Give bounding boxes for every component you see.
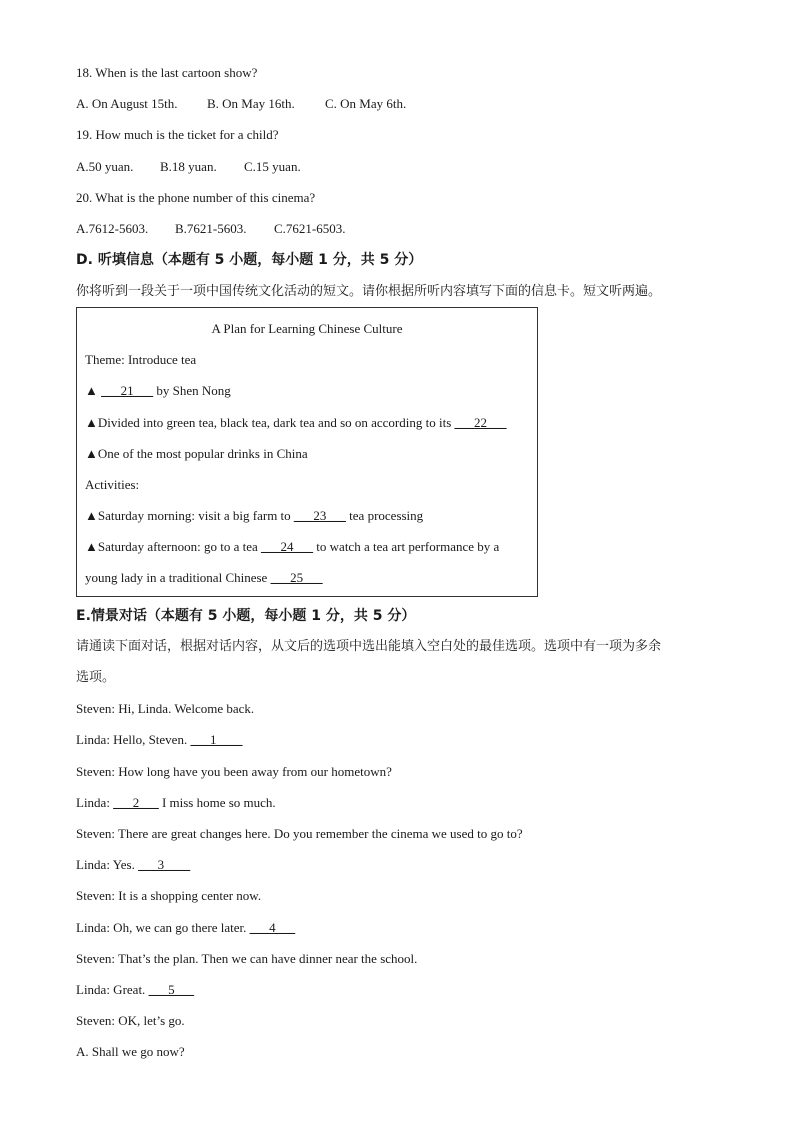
section-e-instruction: 请通读下面对话，根据对话内容，从文后的选项中选出能填入空白处的最佳选项。选项中有一项为多余 bbox=[76, 639, 662, 654]
blank-21: ___21___ bbox=[101, 383, 154, 398]
dialogue-line: Steven: There are great changes here. Do you remember the cinema we used to go to? bbox=[76, 826, 523, 841]
dialogue-text-after: I miss home so much. bbox=[158, 795, 276, 810]
line-prefix: young lady in a traditional Chinese bbox=[85, 570, 271, 585]
blank-5: ___5___ bbox=[148, 982, 195, 997]
line-prefix: ▲Saturday morning: visit a big farm to bbox=[85, 508, 294, 523]
dialogue-text: Linda: Yes. bbox=[76, 857, 139, 872]
question-19: 19. How much is the ticket for a child? bbox=[76, 127, 279, 142]
info-card-theme: Theme: Introduce tea bbox=[85, 352, 197, 367]
blank-2: ___2___ bbox=[113, 795, 159, 810]
option-c: C.7621-6503. bbox=[274, 221, 346, 236]
question-18-options bbox=[76, 96, 406, 112]
section-e-instruction-cont: 选项。 bbox=[76, 670, 116, 685]
line-suffix: tea processing bbox=[345, 508, 424, 523]
dialogue-line bbox=[76, 920, 295, 936]
dialogue-line: Steven: That’s the plan. Then we can have dinner near the school. bbox=[76, 951, 418, 966]
info-card-title: A Plan for Learning Chinese Culture bbox=[211, 321, 403, 336]
blank-3: ___3____ bbox=[138, 857, 191, 872]
blank-4: ___4___ bbox=[249, 920, 296, 935]
info-card-line-24 bbox=[85, 539, 499, 555]
option-a: A.7612-5603. bbox=[76, 221, 149, 236]
info-card-activities: Activities: bbox=[85, 477, 140, 492]
dialogue-line: Steven: Hi, Linda. Welcome back. bbox=[76, 701, 255, 716]
blank-25: ___25___ bbox=[270, 570, 323, 585]
blank-1: ___1____ bbox=[190, 732, 243, 747]
dialogue-line bbox=[76, 857, 190, 873]
option-b: B.7621-5603. bbox=[175, 221, 247, 236]
question-18: 18. When is the last cartoon show? bbox=[76, 65, 258, 80]
section-d-instruction: 你将听到一段关于一项中国传统文化活动的短文。请你根据所听内容填写下面的信息卡。短文听两遍。 bbox=[76, 284, 662, 299]
info-card-line-21 bbox=[85, 383, 231, 399]
dialogue-line: Steven: OK, let’s go. bbox=[76, 1013, 185, 1028]
blank-22: ___22___ bbox=[454, 415, 507, 430]
question-20-options bbox=[76, 221, 346, 237]
dialogue-line bbox=[76, 982, 194, 998]
info-card-line-25 bbox=[85, 570, 323, 586]
dialogue-text: Linda: Great. bbox=[76, 982, 149, 997]
option-c: C.15 yuan. bbox=[244, 159, 301, 174]
option-b: B. On May 16th. bbox=[207, 96, 295, 111]
dialogue-text: Linda: Hello, Steven. bbox=[76, 732, 191, 747]
answer-option-a: A. Shall we go now? bbox=[76, 1044, 185, 1059]
section-e-heading: E.情景对话（本题有 5 小题，每小题 1 分，共 5 分） bbox=[76, 608, 416, 624]
dialogue-line: Steven: It is a shopping center now. bbox=[76, 888, 262, 903]
info-card bbox=[76, 307, 538, 597]
dialogue-line bbox=[76, 732, 242, 748]
line-prefix: ▲Divided into green tea, black tea, dark tea and so on according to its bbox=[85, 415, 455, 430]
blank-24: ___24___ bbox=[261, 539, 314, 554]
line-suffix: to watch a tea art performance by a bbox=[313, 539, 500, 554]
line-prefix: ▲Saturday afternoon: go to a tea bbox=[85, 539, 262, 554]
blank-23: ___23___ bbox=[293, 508, 346, 523]
section-d-heading: D. 听填信息（本题有 5 小题，每小题 1 分，共 5 分） bbox=[76, 252, 423, 268]
info-card-line-22 bbox=[85, 415, 507, 431]
option-a: A. On August 15th. bbox=[76, 96, 178, 111]
dialogue-text: Linda: Oh, we can go there later. bbox=[76, 920, 250, 935]
info-card-line-drinks: ▲One of the most popular drinks in China bbox=[85, 446, 308, 461]
option-a: A.50 yuan. bbox=[76, 159, 134, 174]
info-card-line-23 bbox=[85, 508, 423, 524]
dialogue-line: Steven: How long have you been away from our hometown? bbox=[76, 764, 392, 779]
question-19-options bbox=[76, 159, 301, 175]
dialogue-text: Linda: bbox=[76, 795, 114, 810]
option-c: C. On May 6th. bbox=[325, 96, 407, 111]
line-prefix: ▲ bbox=[85, 383, 102, 398]
line-suffix: by Shen Nong bbox=[153, 383, 231, 398]
dialogue-line bbox=[76, 795, 276, 811]
option-b: B.18 yuan. bbox=[160, 159, 217, 174]
question-20: 20. What is the phone number of this cinema? bbox=[76, 190, 316, 205]
